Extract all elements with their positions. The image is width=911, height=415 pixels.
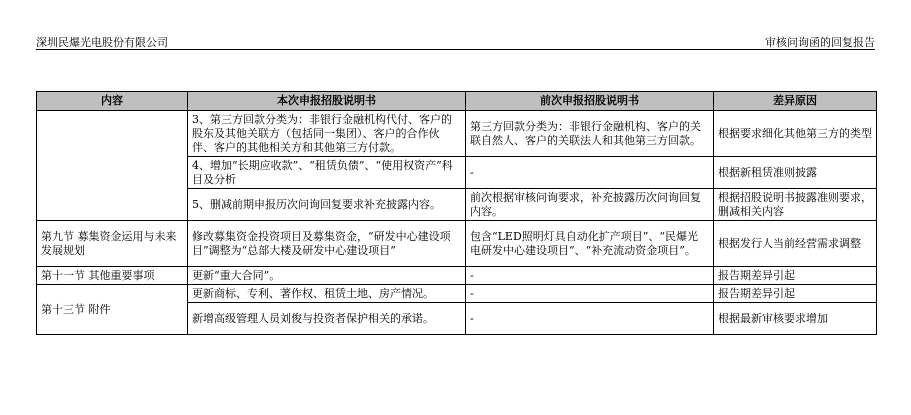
table-header-row bbox=[37, 92, 877, 111]
previous-cell: - bbox=[466, 303, 714, 335]
company-name: 深圳民爆光电股份有限公司 bbox=[36, 36, 168, 49]
section-cell: 第十三节 附件 bbox=[37, 285, 188, 335]
current-cell: 3、第三方回款分类为：非银行金融机构代付、客户的股东及其他关联方（包括同一集团）、客户的合作伙伴、客户的其他相关方和其他第三方付款。 bbox=[188, 111, 466, 157]
column-header-content: 内容 bbox=[37, 92, 188, 111]
current-cell: 新增高级管理人员刘俊与投资者保护相关的承诺。 bbox=[188, 303, 466, 335]
previous-cell: - bbox=[466, 285, 714, 303]
table-row bbox=[37, 267, 877, 285]
reason-cell: 根据要求细化其他第三方的类型 bbox=[714, 111, 877, 157]
current-cell: 5、删减前期申报历次问询回复要求补充披露内容。 bbox=[188, 189, 466, 221]
reason-cell: 根据新租赁准则披露 bbox=[714, 157, 877, 189]
section-cell: 第十一节 其他重要事项 bbox=[37, 267, 188, 285]
previous-cell: - bbox=[466, 157, 714, 189]
section-cell bbox=[37, 111, 188, 221]
table-row bbox=[37, 221, 877, 267]
section-cell: 第九节 募集资金运用与未来发展规划 bbox=[37, 221, 188, 267]
column-header-previous: 前次申报招股说明书 bbox=[466, 92, 714, 111]
current-cell: 更新商标、专利、著作权、租赁土地、房产情况。 bbox=[188, 285, 466, 303]
current-cell: 更新“重大合同”。 bbox=[188, 267, 466, 285]
reason-cell: 报告期差异引起 bbox=[714, 267, 877, 285]
previous-cell: 前次根据审核问询要求，补充披露历次问询回复内容。 bbox=[466, 189, 714, 221]
reason-cell: 根据发行人当前经营需求调整 bbox=[714, 221, 877, 267]
previous-cell: 包含“LED照明灯具自动化扩产项目”、“民爆光电研发中心建设项目”、“补充流动资金项目”。 bbox=[466, 221, 714, 267]
table-row bbox=[37, 285, 877, 303]
previous-cell: 第三方回款分类为：非银行金融机构、客户的关联自然人、客户的关联法人和其他第三方回款。 bbox=[466, 111, 714, 157]
table-row bbox=[37, 111, 877, 157]
reason-cell: 根据最新审核要求增加 bbox=[714, 303, 877, 335]
report-title: 审核问询函的回复报告 bbox=[765, 36, 875, 49]
column-header-reason: 差异原因 bbox=[714, 92, 877, 111]
current-cell: 4、增加“长期应收款”、“租赁负债”、“使用权资产”科目及分析 bbox=[188, 157, 466, 189]
current-cell: 修改募集资金投资项目及募集资金，“研发中心建设项目”调整为“总部大楼及研发中心建设项目” bbox=[188, 221, 466, 267]
header-rule bbox=[36, 49, 875, 50]
reason-cell: 报告期差异引起 bbox=[714, 285, 877, 303]
column-header-current: 本次申报招股说明书 bbox=[188, 92, 466, 111]
reason-cell: 根据招股说明书披露准则要求，删减相关内容 bbox=[714, 189, 877, 221]
previous-cell: - bbox=[466, 267, 714, 285]
comparison-table bbox=[36, 91, 877, 335]
